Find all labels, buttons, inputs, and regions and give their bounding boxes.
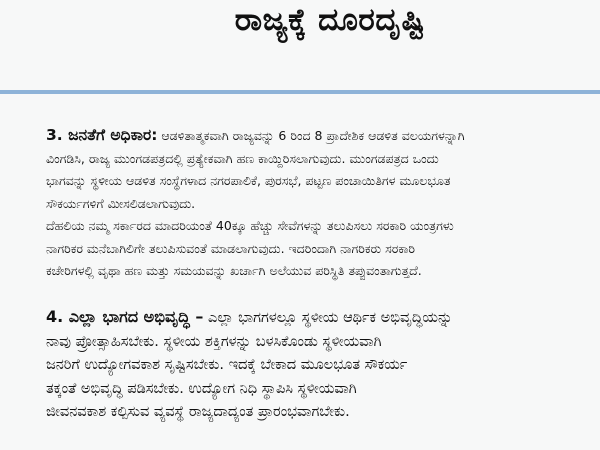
section-3-first-line <box>46 124 600 148</box>
section-4-line-3: ಜನರಿಗೆ ಉದ್ಯೋಗವಕಾಶ ಸೃಷ್ಟಿಸಬೇಕು. ಇದಕ್ಕೆ ಬೇಕಾದ ಮೂಲಭೂತ ಸೌಕರ್ಯ <box>46 357 408 373</box>
section-4-paragraph <box>46 305 580 425</box>
header-divider <box>0 90 600 94</box>
page-title: ರಾಜ್ಯಕ್ಕೆ ದೂರದೃಷ್ಟಿ <box>234 2 426 38</box>
section-4-line-1: ಎಲ್ಲಾ ಭಾಗಗಳಲ್ಲೂ ಸ್ಥಳೀಯ ಆರ್ಥಿಕ ಅಭಿವೃದ್ಧಿಯನ್ನು <box>207 310 453 326</box>
section-3-line-4: ಸೌಕರ್ಯಗಳಿಗೆ ಮೀಸಲಿಡಲಾಗುವುದು. <box>46 195 196 211</box>
section-4-line-4: ತಕ್ಕಂತೆ ಅಭಿವೃದ್ಧಿ ಪಡಿಸಬೇಕು. ಉದ್ಯೋಗ ನಿಧಿ ಸ್ಥಾಪಿಸಿ ಸ್ಥಳೀಯವಾಗಿ <box>46 380 357 397</box>
section-4-line-2: ನಾವು ಪ್ರೋತ್ಸಾಹಿಸಬೇಕು. ಸ್ಥಳೀಯ ಶಕ್ತಿಗಳನ್ನು ಬಳಸಿಕೊಂಡು ಸ್ಥಳೀಯವಾಗಿ <box>46 333 382 350</box>
section-3-line-3: ಭಾಗವನ್ನು ಸ್ಥಳೀಯ ಆಡಳಿತ ಸಂಸ್ಥೆಗಳಾದ ನಗರಪಾಲಿಕೆ, ಪುರಸಭೆ, ಪಟ್ಟಣ ಪಂಚಾಯಿತಿಗಳ ಮೂಲಭೂತ <box>46 173 451 188</box>
section-3-line-2: ವಿಂಗಡಿಸಿ, ರಾಜ್ಯ ಮುಂಗಡಪತ್ರದಲ್ಲಿ ಪ್ರತ್ಯೇಕವಾಗಿ ಹಣ ಕಾಯ್ದಿರಿಸಲಾಗುವುದು. ಮುಂಗಡಪತ್ರದ ಒಂದು <box>46 150 439 166</box>
section-4-first-line <box>46 305 580 331</box>
section-4-line-5: ಜೀವನವಕಾಶ ಕಲ್ಪಿಸುವ ವ್ಯವಸ್ಥೆ ರಾಜ್ಯದಾದ್ಯಂತ ಪ್ರಾರಂಭವಾಗಬೇಕು. <box>46 404 350 420</box>
section-3-paragraph <box>46 124 600 283</box>
section-3-line-5: ದೆಹಲಿಯ ನಮ್ಮ ಸರ್ಕಾರದ ಮಾದರಿಯಂತೆ 40ಕ್ಕೂ ಹೆಚ್ಚು ಸೇವೆಗಳನ್ನು ತಲುಪಿಸಲು ಸರಕಾರಿ ಯಂತ್ರಗಳು <box>46 218 454 233</box>
section-3-line-1: ಆಡಳಿತಾತ್ಮಕವಾಗಿ ರಾಜ್ಯವನ್ನು 6 ರಿಂದ 8 ಪ್ರಾದೇಶಿಕ ಆಡಳಿತ ವಲಯಗಳನ್ನಾಗಿ <box>161 128 465 143</box>
section-3-line-7: ಕಚೇರಿಗಳಲ್ಲಿ ವೃಥಾ ಹಣ ಮತ್ತು ಸಮಯವನ್ನು ಖರ್ಚಾಗಿ ಅಲೆಯುವ ಪರಿಸ್ಥಿತಿ ತಪ್ಪುವಂತಾಗುತ್ತದೆ. <box>46 263 422 278</box>
section-3-heading: 3. ಜನತೆಗೆ ಅಧಿಕಾರ: <box>46 126 158 144</box>
section-3-line-6: ನಾಗರಿಕರ ಮನೆಬಾಗಿಲಿಗೇ ತಲುಪಿಸುವಂತೆ ಮಾಡಲಾಗುವುದು. ಇದರಿಂದಾಗಿ ನಾಗರಿಕರು ಸರಕಾರಿ <box>46 240 415 256</box>
section-4-heading: 4. ಎಲ್ಲಾ ಭಾಗದ ಅಭಿವೃದ್ಧಿ – <box>46 307 204 326</box>
